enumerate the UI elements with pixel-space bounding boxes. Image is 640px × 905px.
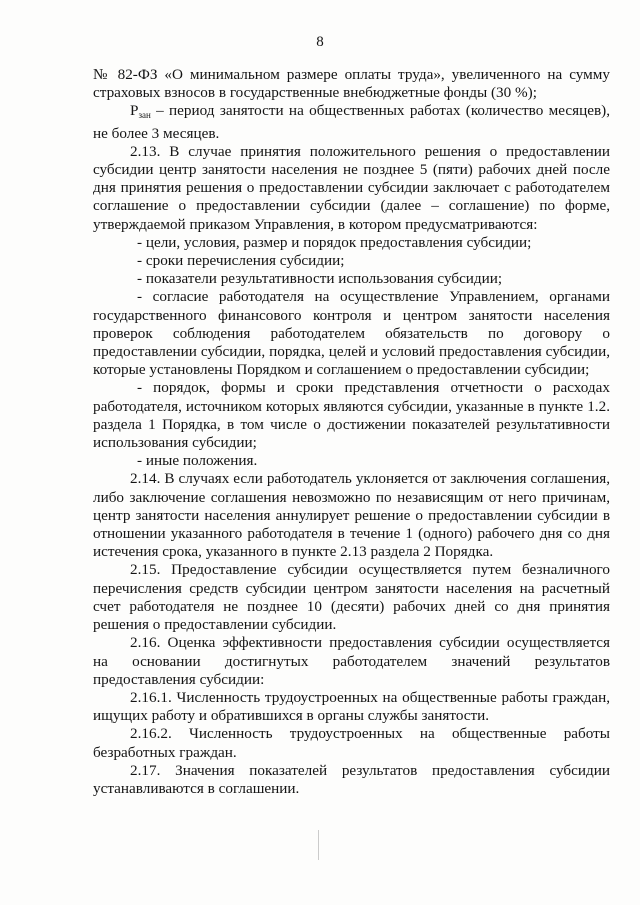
list-item: - порядок, формы и сроки представления отчетности о расходах работодателя, источником которых являются субсидии, указанные в пункте 1.2. раздела 1 Порядка, в том числе о достижении показателей результативности использования субсидии; [93,379,610,452]
document-body [93,66,610,798]
paragraph-2-14: 2.14. В случаях если работодатель уклоняется от заключения соглашения, либо заключение соглашения невозможно по независящим от него причинам, центр занятости населения аннулирует решение о предоставлении субсидии в отношении указанного работодателя в течение 1 (одного) рабочего дня со дня истечения срока, указанного в пункте 2.13 раздела 2 Порядка. [93,470,610,561]
paragraph: № 82-ФЗ «О минимальном размере оплаты труда», увеличенного на сумму страховых взносов в государственные внебюджетные фонды (30 %); [93,66,610,102]
formula-description: – период занятости на общественных работах (количество месяцев), не более 3 месяцев. [93,102,610,142]
formula-subscript: зан [138,110,151,121]
scan-artifact-line [318,830,319,860]
paragraph-2-15: 2.15. Предоставление субсидии осуществляется путем безналичного перечисления средств субсидии центром занятости населения на расчетный счет работодателя не позднее 10 (десяти) рабочих дней со дня принятия решения о предоставлении субсидии. [93,561,610,634]
list-item: - согласие работодателя на осуществление Управлением, органами государственного финансового контроля и центром занятости населения проверок соблюдения работодателем обязательств по договору о предоставлении субсидии, порядка, целей и условий предоставления субсидии, которые установлены Порядком и соглашением о предоставлении субсидии; [93,288,610,379]
page-number: 8 [316,34,324,50]
list-item: - сроки перечисления субсидии; [137,252,345,270]
list-item: - цели, условия, размер и порядок предоставления субсидии; [137,233,532,251]
paragraph-2-16-1: 2.16.1. Численность трудоустроенных на общественные работы граждан, ищущих работу и обратившихся в органы службы занятости. [93,688,610,725]
formula-symbol: P [130,102,139,120]
paragraph-2-16: 2.16. Оценка эффективности предоставления субсидии осуществляется на основании достигнутых работодателем значений результатов предоставления субсидии: [93,634,610,688]
paragraph-2-13: 2.13. В случае принятия положительного решения о предоставлении субсидии центр занятости населения не позднее 5 (пяти) рабочих дней после дня принятия решения о предоставлении субсидии заключает с работодателем соглашение о предоставлении субсидии (далее – соглашение) по форме, утверждаемой приказом Управления, в котором предусматриваются: [93,142,610,233]
list-item: - показатели результативности использования субсидии; [137,270,503,288]
paragraph-2-16-2: 2.16.2. Численность трудоустроенных на общественные работы безработных граждан. [93,725,610,761]
list-item: - иные положения. [137,452,258,470]
formula-paragraph [93,102,610,142]
paragraph-2-17: 2.17. Значения показателей результатов предоставления субсидии устанавливаются в соглашении. [93,761,610,797]
